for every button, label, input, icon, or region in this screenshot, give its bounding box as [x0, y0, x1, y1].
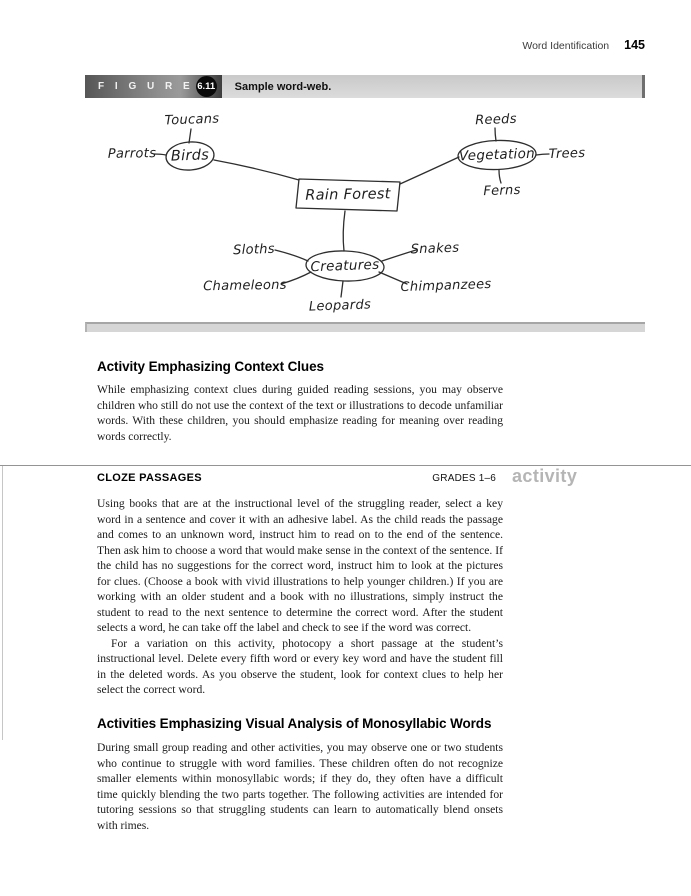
connector-rainforest-vegetation: [400, 157, 459, 184]
paragraph: Using books that are at the instructional level of the struggling reader, select a key word in a sentence and cover it with an adhesive label. As the child reads the passage and comes to an unknown word, instruct him to read on to the end of the sentence. Then ask him to choose a word that would make sense in the context of the sentence. If the child has no suggestions for the correct word, instruct him to look at the pictures for clues. (Choose a book with vivid illustrations to help younger children.) If you are working with an older student and a book with no illustrations, simply instruct the student to read to the next sentence to determine the correct word. After the student selects a word, he can take off the label and check to see if the word was correct.: [97, 497, 503, 634]
word-web-diagram: [85, 98, 645, 322]
context-clues-paragraph: [97, 382, 503, 444]
page-number: 145: [624, 38, 645, 52]
connector-birds-rainforest: [214, 160, 299, 180]
node-leopards: Leopards: [308, 297, 372, 315]
paragraph: While emphasizing context clues during guided reading sessions, you may observe children who still do not use the context of the text or illustrations to decode unfamiliar words. With these children, you should emphasize reading for meaning over reading words correctly.: [97, 383, 503, 443]
cloze-passages-heading: CLOZE PASSAGES: [97, 472, 202, 484]
node-birds: Birds: [170, 147, 210, 165]
node-chimpanzees: Chimpanzees: [400, 276, 492, 296]
node-chameleons: Chameleons: [203, 277, 287, 295]
section-divider-rule: [0, 465, 691, 466]
connector-rainforest-creatures: [343, 211, 345, 251]
cloze-paragraphs: [97, 496, 503, 698]
connector-vegetation-trees: [536, 154, 549, 155]
connector-creatures-leopards: [341, 281, 343, 297]
monosyllabic-paragraph: [97, 740, 503, 833]
connector-toucans-birds: [189, 129, 191, 143]
figure-header-bar: [85, 75, 645, 98]
word-web-strokes: [85, 98, 645, 322]
node-snakes: Snakes: [410, 240, 460, 258]
node-reeds: Reeds: [474, 111, 518, 129]
node-rain-forest: Rain Forest: [305, 186, 391, 204]
node-parrots: Parrots: [107, 146, 157, 162]
figure-number-badge: 6.11: [196, 76, 217, 97]
figure-footer-bar: [85, 322, 645, 332]
activity-margin-label: activity: [512, 466, 578, 486]
activity-edge-rule: [2, 466, 3, 740]
node-toucans: Toucans: [164, 111, 220, 129]
node-creatures: Creatures: [310, 256, 380, 276]
grades-label: GRADES 1–6: [432, 473, 496, 484]
monosyllabic-heading: Activities Emphasizing Visual Analysis of Monosyllabic Words: [97, 716, 492, 731]
running-head: [522, 38, 645, 52]
running-title: Word Identification: [522, 40, 610, 52]
node-ferns: Ferns: [483, 182, 521, 200]
figure-label: F I G U R E: [98, 81, 194, 92]
paragraph: During small group reading and other activities, you may observe one or two students who continue to struggle with word families. These children often do not recognize smaller elements within monosyllabic words; if they do, they often have a difficult time quickly blending the two parts together. The following activities are intended for tutoring sessions so that struggling students can learn to automatically blend onsets with rimes.: [97, 741, 503, 832]
node-trees: Trees: [548, 145, 586, 163]
node-sloths: Sloths: [232, 241, 276, 259]
paragraph: For a variation on this activity, photocopy a short passage at the student’s instructional level. Delete every fifth word or every key word and have the student fill in the deleted words. As you observe the student, look for context clues to help her select the correct word.: [97, 636, 503, 696]
connector-sloths-creatures: [275, 250, 308, 261]
figure-label-tab: [85, 75, 222, 98]
connector-vegetation-ferns: [499, 170, 501, 183]
figure-caption: Sample word-web.: [222, 75, 645, 98]
node-vegetation: Vegetation: [458, 145, 536, 165]
context-clues-heading: Activity Emphasizing Context Clues: [97, 359, 324, 374]
connector-reeds-vegetation: [495, 128, 496, 141]
